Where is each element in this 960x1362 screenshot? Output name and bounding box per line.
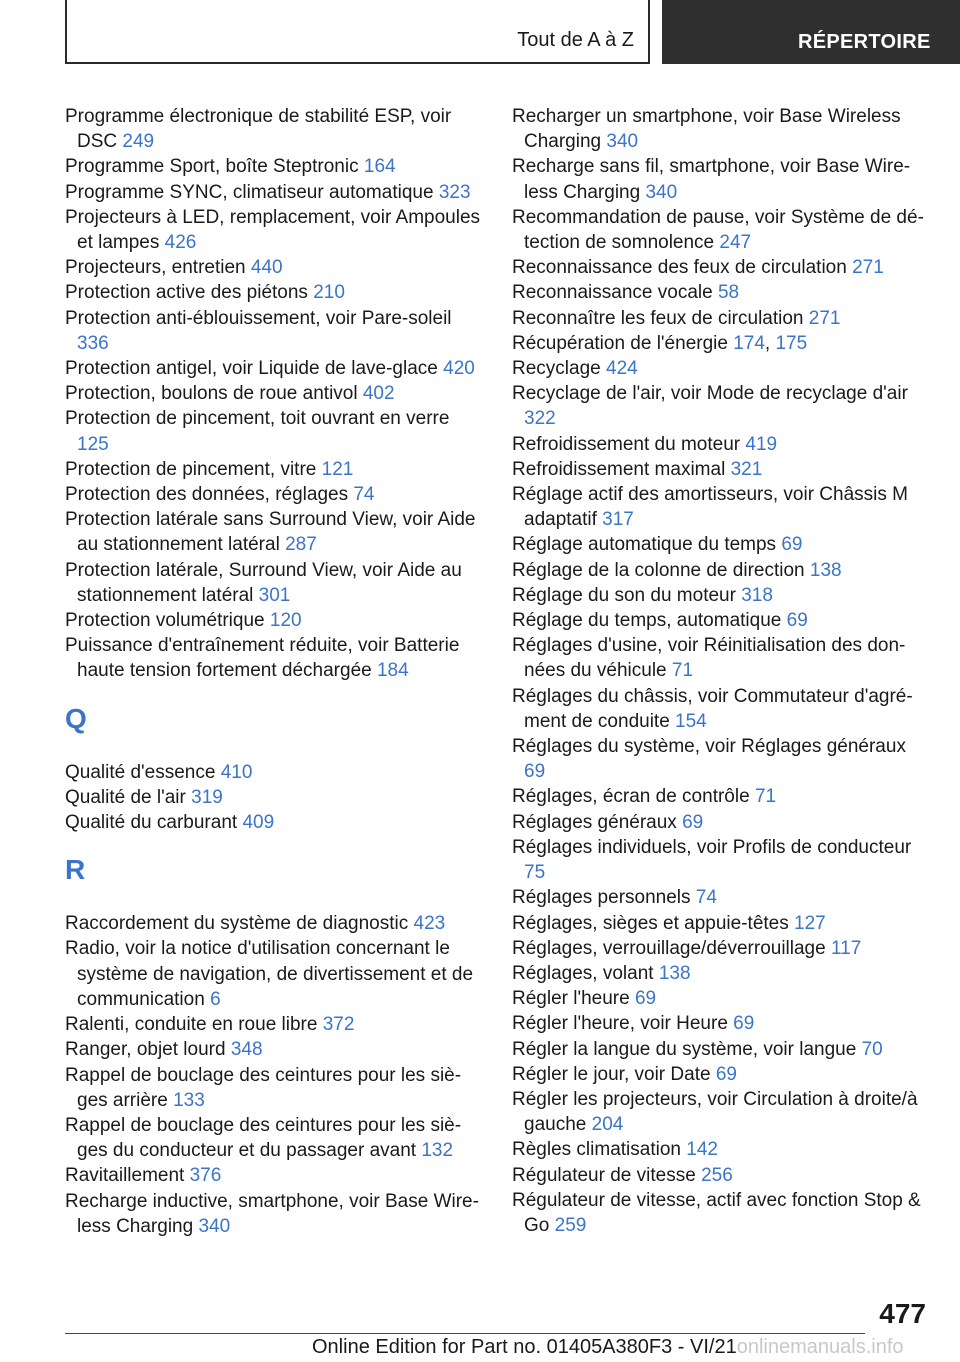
index-entry-term: Protection de pincement, vitre [65,458,322,480]
index-entry-term: Régler les projecteurs, voir Circulation à droite/à gauche [512,1088,918,1136]
page-reference-link[interactable]: 69 [634,988,657,1010]
index-entry-term: Régler la langue du système, voir langue [512,1038,862,1060]
index-entry [512,1087,932,1137]
index-entry-term: Programme électronique de stabilité ESP, voir DSC [65,106,452,153]
page-reference-link[interactable]: 376 [189,1165,222,1187]
page-reference-link[interactable]: 410 [220,761,253,783]
index-entry [65,558,485,608]
page-reference-link[interactable]: 247 [719,232,752,254]
index-entry-term: Protection des données, réglages [65,484,354,506]
page-reference-link[interactable]: 138 [658,962,691,984]
index-entry [512,961,932,986]
index-entry [65,785,485,810]
page-reference-link[interactable]: 120 [269,610,302,632]
page-reference-link[interactable]: 121 [321,458,354,480]
index-entry-term: Réglage actif des amortisseurs, voir Châssis M adaptatif [512,484,908,531]
index-entry [512,104,932,154]
index-entry-term: Recyclage de l'air, voir Mode de recyclage d'air [512,383,908,405]
page-reference-link[interactable]: 323 [438,181,471,203]
page-reference-link[interactable]: 287 [285,534,317,556]
index-entry-term: Recyclage [512,358,606,380]
index-entry-term: Régulateur de vitesse, actif avec fonction Stop & Go [512,1189,921,1236]
index-entry [65,180,485,205]
index-entry-term: Recommandation de pause, voir Système de détection de somnolence [512,206,924,254]
page-reference-link[interactable]: 340 [645,181,678,203]
index-entry-term: Réglage automatique du temps [512,534,782,556]
index-entry-term: Réglages individuels, voir Profils de conducteur [512,836,912,858]
index-entry-term: Récupération de l'énergie [512,332,734,354]
footer-edition-text: Online Edition for Part no. 01405A380F3 - VI/21 [312,1336,737,1358]
index-entry-term: Raccordement du système de diagnostic [65,913,414,935]
header-chapter-label: RÉPERTOIRE [798,31,931,53]
index-entry [65,255,485,280]
index-entry-term: Régler le jour, voir Date [512,1063,716,1085]
index-entry [65,306,485,356]
index-entry [65,936,485,1012]
index-entry-term: Protection active des piétons [65,282,314,304]
page-reference-link[interactable]: 154 [675,710,707,732]
index-entry-term: Protection anti-éblouissement, voir Pare-soleil [65,307,452,329]
index-entry [512,911,932,936]
page-reference-link[interactable]: 426 [164,232,197,254]
index-entry [512,784,932,809]
index-entry-term: Réglages généraux [512,811,683,833]
page-reference-link[interactable]: 317 [602,509,634,531]
index-entry [512,482,932,532]
index-entry-term: Protection latérale sans Surround View, voir Aide au stationnement latéral [65,509,476,556]
index-entry [512,684,932,734]
index-entry-term: Protection volumétrique [65,610,270,632]
index-entry [512,1163,932,1188]
page-reference-link[interactable]: 74 [695,887,717,909]
index-entry-term: Ralenti, conduite en roue libre [65,1014,323,1036]
page-reference-link[interactable]: 210 [313,282,345,304]
page-reference-link[interactable]: 372 [322,1014,355,1036]
page-reference-link[interactable]: 420 [443,358,475,380]
page-reference-link[interactable]: 75 [524,862,546,884]
page-reference-link[interactable]: 71 [671,660,694,682]
index-entry [65,406,485,456]
index-entry-term: Rappel de bouclage des ceintures pour les sièges arrière [65,1064,462,1111]
index-entry-term: Régler l'heure, voir Heure [512,1013,734,1035]
index-entry-term: Protection latérale, Surround View, voir Aide au stationnement latéral [65,559,462,606]
index-entry-term: Réglages, écran de contrôle [512,786,755,808]
index-entry [512,457,932,482]
index-entry [65,280,485,305]
page-reference-link[interactable]: 117 [830,937,862,959]
footer [312,1336,904,1359]
page-reference-link[interactable]: 70 [861,1038,883,1060]
index-entry-term: Rappel de bouclage des ceintures pour les sièges du conducteur et du passager avant [65,1114,462,1162]
index-entry [65,154,485,179]
index-entry [65,911,485,936]
page-reference-link[interactable]: 204 [591,1114,624,1136]
index-entry-term: Ravitaillement [65,1165,190,1187]
page-reference-link[interactable]: 69 [715,1063,737,1085]
page-reference-link[interactable]: 174 [733,332,765,354]
index-entry [65,1012,485,1037]
footer-watermark: onlinemanuals.info [736,1336,904,1358]
index-letter-heading: R [65,854,86,886]
index-entry [65,1163,485,1188]
page-reference-link[interactable]: 138 [809,559,842,581]
page-reference-link[interactable]: 319 [191,786,223,808]
index-column-left [65,104,485,1239]
index-entry [65,205,485,255]
index-entry-term: Qualité de l'air [65,786,192,808]
index-entry-term: Régler l'heure [512,988,635,1010]
index-entry-term: Réglages personnels [512,887,696,909]
index-entry-term: Ranger, objet lourd [65,1039,231,1061]
index-entry [512,432,932,457]
page-reference-link[interactable]: 125 [77,433,109,455]
index-entry [65,1063,485,1113]
index-entry [65,760,485,785]
page-reference-link[interactable]: 249 [122,131,155,153]
page-reference-link[interactable]: 419 [745,433,778,455]
page-reference-link[interactable]: 340 [606,131,639,153]
page-reference-link[interactable]: 301 [258,584,291,606]
index-entry [65,457,485,482]
page-reference-link[interactable]: 340 [198,1215,231,1237]
page-reference-link[interactable]: 71 [754,786,777,808]
index-entry [512,558,932,583]
page-reference-link[interactable]: 336 [77,332,109,354]
index-entry-term: Refroidissement maximal [512,458,731,480]
index-entry [65,633,485,683]
page-number: 477 [879,1298,926,1329]
index-entry [512,936,932,961]
index-entry [512,205,932,255]
index-entry-term: Règles climatisation [512,1139,687,1161]
index-entry-term: Réglages du système, voir Réglages généraux [512,736,906,758]
page-reference-link[interactable]: 74 [353,484,375,506]
index-entry [512,154,932,204]
page-reference-link[interactable]: 440 [250,257,283,279]
index-entry-term: Protection, boulons de roue antivol [65,383,363,405]
index-entry [512,835,932,885]
index-entry [512,608,932,633]
index-entry-term: Réglage du son du moteur [512,584,742,606]
index-entry [512,532,932,557]
header-section-label: Tout de A à Z [517,29,634,51]
index-column-right [512,104,932,1238]
index-entry-term: Reconnaître les feux de circulation [512,307,809,329]
index-entry-term: Programme SYNC, climatiseur automatique [65,181,439,203]
index-entry [512,583,932,608]
index-entry-term: Radio, voir la notice d'utilisation concernant le système de navigation, de divertissement et de communication [65,938,474,1010]
index-entry [512,381,932,431]
page-reference-link[interactable]: 127 [794,912,826,934]
index-entry [512,810,932,835]
page-reference-link[interactable]: 164 [363,156,396,178]
index-entry-term: Refroidissement du moteur [512,433,746,455]
index-entry [512,986,932,1011]
page-reference-link[interactable]: 133 [173,1089,205,1111]
index-entry [512,356,932,381]
index-entry-term: Qualité du carburant [65,812,243,834]
index-entry-term: Réglage du temps, automatique [512,610,787,632]
index-entry [65,482,485,507]
index-entry [512,633,932,683]
index-entry [65,810,485,835]
page-reference-link[interactable]: 142 [686,1139,718,1161]
index-entry-term: Régulateur de vitesse [512,1164,702,1186]
index-entry-term: Reconnaissance vocale [512,282,718,304]
page-reference-link[interactable]: 132 [421,1140,454,1162]
index-entry-term: Puissance d'entraînement réduite, voir Batterie haute tension fortement déchargée [65,635,460,682]
index-entry-term: Réglages du châssis, voir Commutateur d'agrément de conduite [512,685,913,732]
page-reference-link[interactable]: 6 [210,988,221,1010]
index-entry [65,356,485,381]
page-reference-link[interactable]: 259 [554,1214,587,1236]
index-entry-term: Reconnaissance des feux de circulation [512,257,853,279]
index-entry [65,507,485,557]
index-entry: Récupération de l'énergie 174, 175 [512,332,808,354]
index-entry [512,280,932,305]
index-entry [65,608,485,633]
page-reference-link[interactable]: 69 [682,811,704,833]
index-entry [512,1188,932,1238]
header-section-tab [65,0,650,64]
page-reference-link[interactable]: 69 [786,610,808,632]
index-entry-term: Projecteurs à LED, remplacement, voir Ampoules et lampes [65,206,481,254]
page-reference-link[interactable]: 184 [376,660,409,682]
index-entry [512,306,932,331]
page-reference-link[interactable]: 271 [808,307,841,329]
index-entry [512,1037,932,1062]
page-reference-link[interactable]: 322 [524,408,556,430]
index-entry-term: Recharger un smartphone, voir Base Wireless Charging [512,106,901,153]
index-entry-term: Protection de pincement, toit ouvrant en verre [65,408,450,430]
index-entry-term: Recharge sans fil, smartphone, voir Base Wireless Charging [512,156,911,203]
index-entry [65,381,485,406]
index-entry [65,1189,485,1239]
index-entry [512,255,932,280]
index-entry [512,1137,932,1162]
page-reference-link[interactable]: 69 [781,534,803,556]
index-entry-term: Réglages, volant [512,962,659,984]
index-entry [65,104,485,154]
index-letter-heading: Q [65,702,87,734]
page-reference-link[interactable]: 175 [775,332,808,354]
index-entry [65,1113,485,1163]
index-entry-term: Réglages d'usine, voir Réinitialisation des données du véhicule [512,635,906,682]
page-reference-link[interactable]: 69 [524,761,546,783]
index-entry-term: Réglages, verrouillage/déverrouillage [512,937,831,959]
index-entry-term: Qualité d'essence [65,761,221,783]
index-entry-term: Projecteurs, entretien [65,257,251,279]
index-entry-term: Réglage de la colonne de direction [512,559,810,581]
page-reference-link[interactable]: 348 [230,1039,263,1061]
page-reference-link[interactable]: 409 [242,812,275,834]
page-reference-link[interactable]: 318 [741,584,773,606]
page-reference-link[interactable]: 321 [730,458,763,480]
index-entry [512,734,932,784]
index-entry [512,1011,932,1036]
index-entry [65,1037,485,1062]
page-reference-link[interactable]: 256 [701,1164,733,1186]
index-entry [512,885,932,910]
page-reference-link[interactable]: 58 [717,282,740,304]
index-entry [512,1062,932,1087]
page-reference-link[interactable]: 424 [606,358,638,380]
header-chapter-tab [662,0,960,64]
page-reference-link[interactable]: 402 [362,383,395,405]
index-entry-term: Protection antigel, voir Liquide de lave-glace [65,358,444,380]
page-reference-link[interactable]: 69 [733,1013,755,1035]
page-reference-link[interactable]: 271 [852,257,884,279]
index-entry-term: Recharge inductive, smartphone, voir Base Wireless Charging [65,1190,479,1237]
page-reference-link[interactable]: 423 [413,913,446,935]
index-entry-term: Réglages, sièges et appuie-têtes [512,912,795,934]
footer-divider [65,1333,865,1334]
index-entry-term: Programme Sport, boîte Steptronic [65,156,364,178]
